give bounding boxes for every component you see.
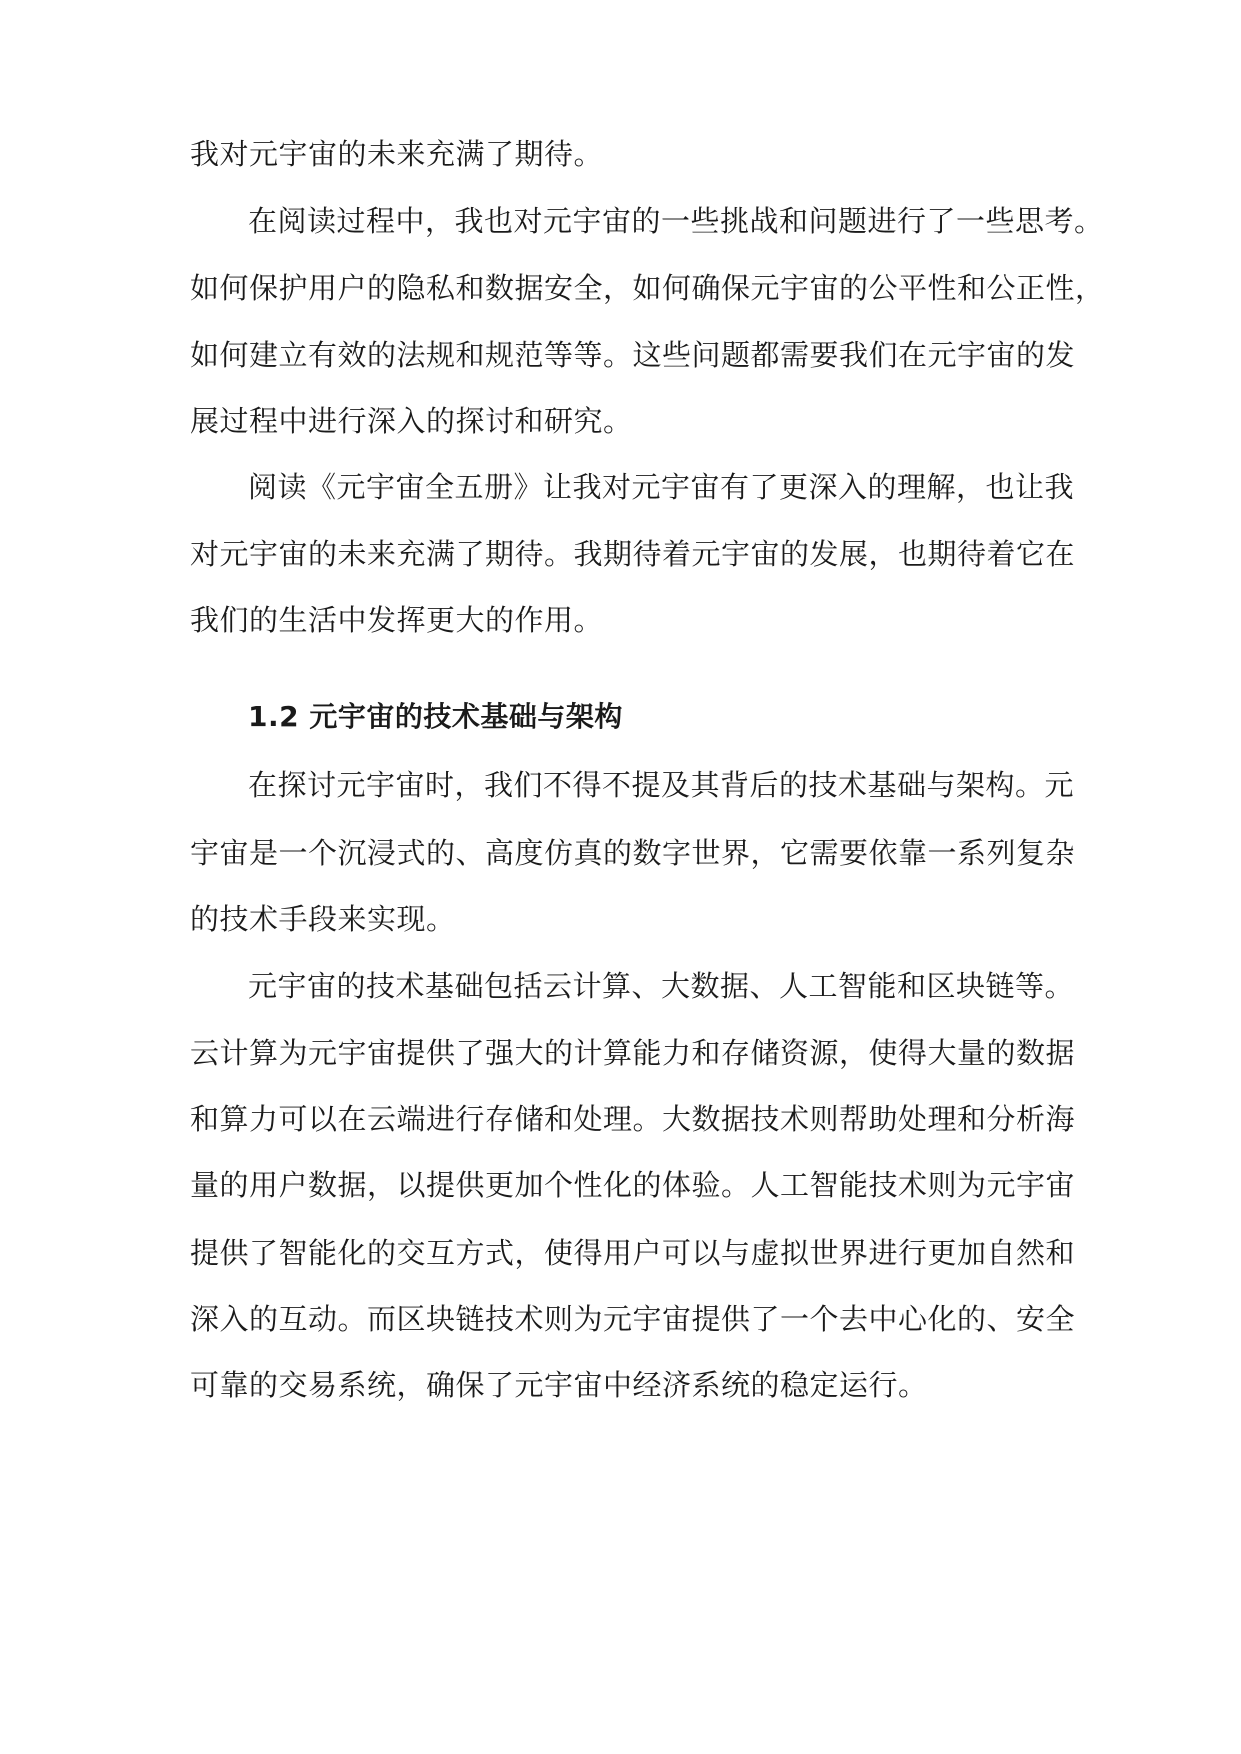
text-line: 可靠的交易系统，确保了元宇宙中经济系统的稳定运行。 bbox=[190, 1368, 928, 1402]
text-line: 如何建立有效的法规和规范等等。这些问题都需要我们在元宇宙的发 bbox=[190, 338, 1076, 372]
paragraph-start: 在探讨元宇宙时，我们不得不提及其背后的技术基础与架构。元 bbox=[248, 768, 1075, 802]
text-line: 的技术手段来实现。 bbox=[190, 902, 456, 936]
section-heading: 1.2 元宇宙的技术基础与架构 bbox=[248, 700, 623, 733]
paragraph-start: 阅读《元宇宙全五册》让我对元宇宙有了更深入的理解，也让我 bbox=[248, 470, 1075, 504]
text-line: 和算力可以在云端进行存储和处理。大数据技术则帮助处理和分析海 bbox=[190, 1102, 1076, 1136]
text-line: 云计算为元宇宙提供了强大的计算能力和存储资源，使得大量的数据 bbox=[190, 1036, 1076, 1070]
text-line: 深入的互动。而区块链技术则为元宇宙提供了一个去中心化的、安全 bbox=[190, 1302, 1076, 1336]
text-line: 量的用户数据，以提供更加个性化的体验。人工智能技术则为元宇宙 bbox=[190, 1168, 1076, 1202]
text-line: 展过程中进行深入的探讨和研究。 bbox=[190, 404, 633, 438]
text-line: 我们的生活中发挥更大的作用。 bbox=[190, 603, 604, 637]
text-line: 如何保护用户的隐私和数据安全，如何确保元宇宙的公平性和公正性， bbox=[190, 271, 1105, 305]
paragraph-start: 元宇宙的技术基础包括云计算、大数据、人工智能和区块链等。 bbox=[248, 969, 1075, 1003]
text-line: 提供了智能化的交互方式，使得用户可以与虚拟世界进行更加自然和 bbox=[190, 1236, 1076, 1270]
paragraph-start: 在阅读过程中，我也对元宇宙的一些挑战和问题进行了一些思考。 bbox=[248, 204, 1104, 238]
text-line: 宇宙是一个沉浸式的、高度仿真的数字世界，它需要依靠一系列复杂 bbox=[190, 836, 1076, 870]
text-line: 对元宇宙的未来充满了期待。我期待着元宇宙的发展，也期待着它在 bbox=[190, 537, 1076, 571]
text-line: 我对元宇宙的未来充满了期待。 bbox=[190, 137, 604, 171]
